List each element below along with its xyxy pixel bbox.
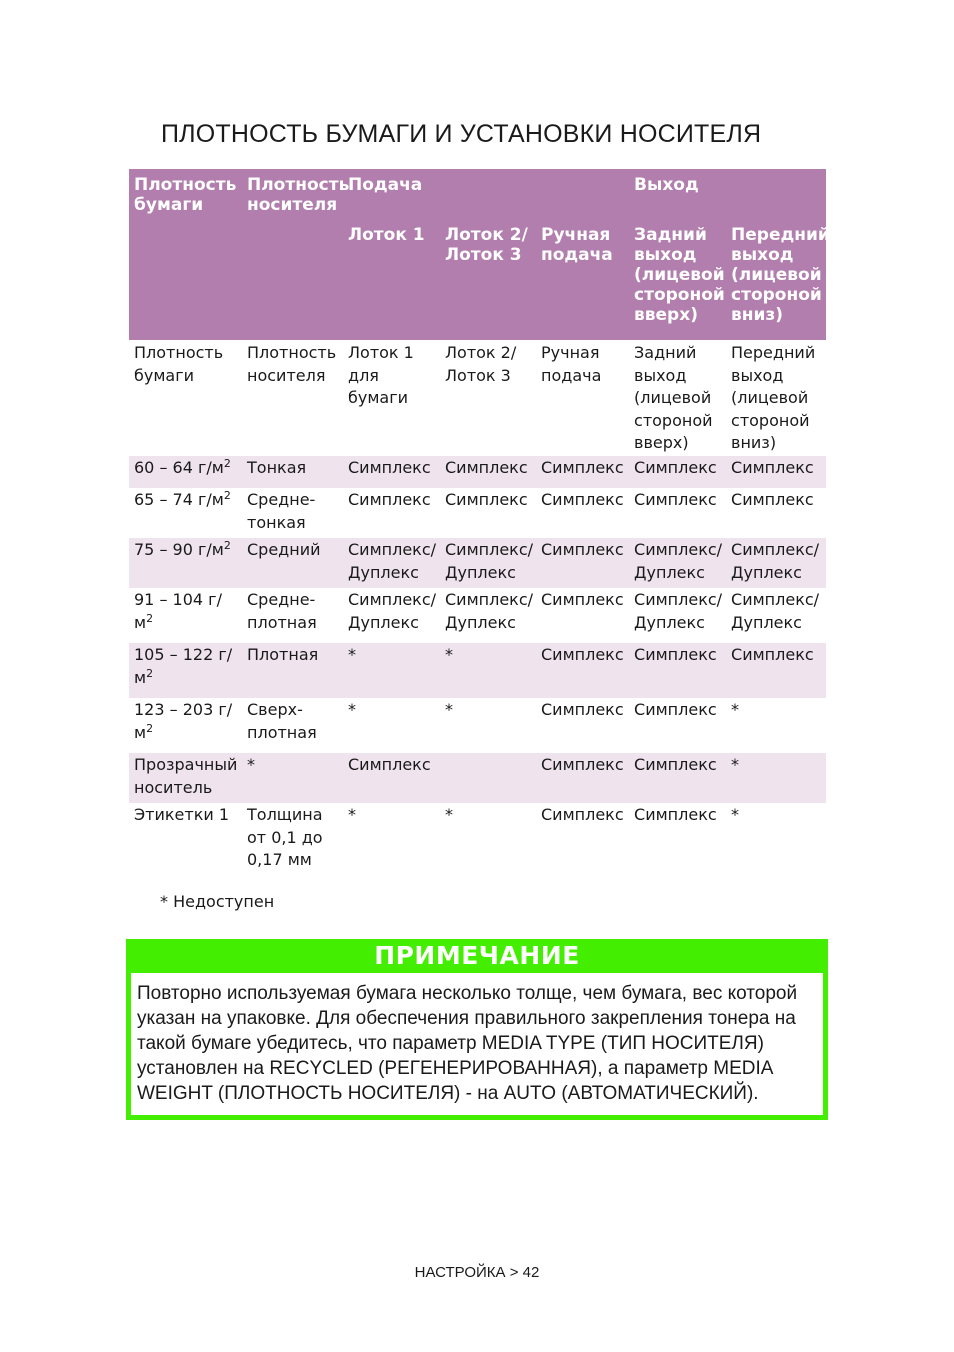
cell-rear: Симплекс [629, 753, 726, 803]
cell-media: Сверх-плотная [247, 700, 317, 742]
cell-tray23: Симплекс/ Дуплекс [445, 590, 534, 632]
footnote: * Недоступен [160, 892, 275, 911]
cell-paper: Прозрачный носитель [129, 753, 242, 803]
cell-tray1: Симплекс [343, 753, 440, 803]
cell-tray23: Лоток 2/ Лоток 3 [445, 343, 517, 385]
cell-manual: Симплекс [536, 753, 629, 803]
table-row [129, 340, 826, 456]
cell-rear: Симплекс [629, 456, 726, 488]
header-manual: Ручная подача [536, 219, 629, 340]
cell-paper: 105 – 122 г/ $м^2$ [129, 643, 242, 698]
cell-paper: 91 – 104 г/ $м^2$ [134, 590, 222, 632]
header-output: Выход [629, 169, 826, 219]
cell-tray23: * [445, 805, 453, 824]
cell-paper: 123 – 203 г/ $м^2$ [134, 700, 233, 742]
cell-tray23: Симплекс/ Дуплекс [440, 538, 536, 588]
table-row [129, 753, 826, 803]
cell-tray1: Симплекс [343, 456, 440, 488]
cell-media: Средне-тонкая [247, 490, 316, 532]
note-body: Повторно используемая бумага несколько толще, чем бумага, вес которой указан на упаковке. Для обеспечения правильного закрепления тонера на такой бумаге убедитесь, что параметр MEDIA TYPE (ТИП НОСИТЕЛЯ) установлен на RECYCLED (РЕГЕНЕРИРОВАННАЯ), а параметр MEDIA WEIGHT (ПЛОТНОСТЬ НОСИТЕЛЯ) - на AUTO (АВТОМАТИЧЕСКИЙ). [131, 973, 823, 1115]
cell-tray1: Симплекс/ Дуплекс [348, 590, 437, 632]
cell-paper: Плотность бумаги [134, 343, 224, 385]
cell-rear: Симплекс/ Дуплекс [634, 590, 723, 632]
cell-media: * [242, 753, 343, 803]
cell-rear: Симплекс [634, 490, 717, 509]
cell-rear: Задний выход (лицевой стороной вверх) [634, 343, 713, 452]
cell-rear: Симплекс [634, 700, 717, 719]
cell-paper: Этикетки 1 [134, 805, 230, 824]
cell-manual: Симплекс [541, 805, 624, 824]
cell-front: Передний выход (лицевой стороной вниз) [731, 343, 816, 452]
cell-media: Тонкая [242, 456, 343, 488]
table-row [129, 803, 826, 872]
cell-manual: Симплекс [541, 590, 624, 609]
header-tray1: Лоток 1 [343, 219, 440, 340]
table-row [129, 588, 826, 643]
cell-manual: Симплекс [536, 538, 629, 588]
table-row [129, 643, 826, 698]
header-feed: Подача [343, 169, 629, 219]
cell-manual: Симплекс [541, 700, 624, 719]
cell-media: Средне-плотная [247, 590, 317, 632]
cell-front: Симплекс [726, 456, 826, 488]
cell-media: Толщина от 0,1 до 0,17 мм [247, 805, 323, 869]
cell-media: Плотная [242, 643, 343, 698]
cell-rear: Симплекс [634, 805, 717, 824]
cell-manual: Ручная подача [541, 343, 602, 385]
table-row [129, 538, 826, 588]
cell-paper: 75 – 90 $г/м^2$ [129, 538, 242, 588]
cell-paper: 60 – 64 $г/м^2$ [129, 456, 242, 488]
note-box [126, 939, 828, 1120]
cell-tray1: * [343, 643, 440, 698]
cell-tray1: Лоток 1 для бумаги [348, 343, 414, 407]
cell-tray1: Симплекс [348, 490, 431, 509]
cell-tray23: * [445, 700, 453, 719]
header-rear: Задний выход (лицевой стороной вверх) [629, 219, 726, 340]
cell-manual: Симплекс [541, 490, 624, 509]
table-row [129, 456, 826, 488]
cell-tray23: Симплекс [440, 456, 536, 488]
cell-front: Симплекс/ Дуплекс [731, 590, 820, 632]
header-paper-weight: Плотность бумаги [129, 169, 242, 340]
cell-media: Средний [242, 538, 343, 588]
cell-tray1: * [348, 805, 356, 824]
cell-front: Симплекс [731, 490, 814, 509]
cell-rear: Симплекс [629, 643, 726, 698]
cell-front: Симплекс/ Дуплекс [726, 538, 826, 588]
header-media-weight: Плотность носителя [242, 169, 343, 340]
cell-front: * [726, 753, 826, 803]
cell-front: Симплекс [726, 643, 826, 698]
header-tray23: Лоток 2/ Лоток 3 [440, 219, 536, 340]
table-row [129, 488, 826, 538]
cell-tray23: * [440, 643, 536, 698]
cell-manual: Симплекс [536, 643, 629, 698]
table-row [129, 698, 826, 753]
cell-front: * [731, 805, 740, 824]
page-title: ПЛОТНОСТЬ БУМАГИ И УСТАНОВКИ НОСИТЕЛЯ [161, 120, 762, 148]
cell-manual: Симплекс [536, 456, 629, 488]
page-footer: НАСТРОЙКА > 42 [414, 1264, 540, 1281]
cell-tray23: Симплекс [445, 490, 528, 509]
cell-tray1: * [348, 700, 356, 719]
cell-tray1: Симплекс/ Дуплекс [343, 538, 440, 588]
table-header-row [129, 169, 826, 219]
cell-rear: Симплекс/ Дуплекс [629, 538, 726, 588]
note-title: ПРИМЕЧАНИЕ [374, 941, 580, 970]
cell-tray23 [440, 753, 536, 803]
cell-media: Плотность носителя [247, 343, 337, 385]
cell-front: * [731, 700, 740, 719]
paper-weight-table [129, 169, 830, 872]
header-front: Передний выход (лицевой стороной вниз) [726, 219, 826, 340]
cell-paper: 65 – 74 $г/м^2$ [134, 489, 231, 509]
